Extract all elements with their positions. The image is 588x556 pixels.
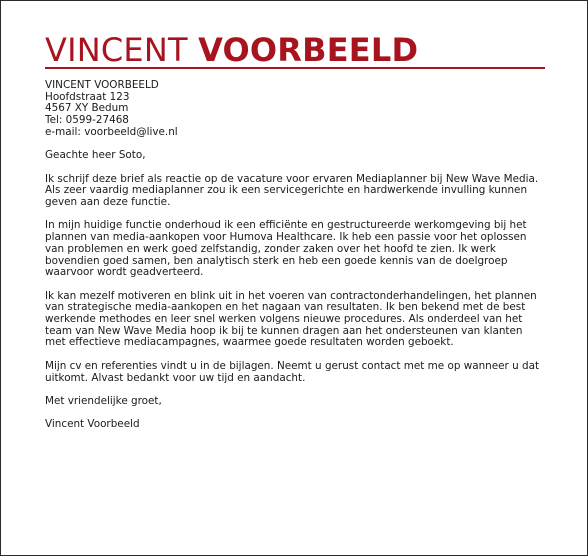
letter-header	[45, 31, 545, 69]
paragraph-4: Mijn cv en referenties vindt u in de bijlagen. Neemt u gerust contact met me op wanneer u dat uitkomt. Alvast bedankt voor uw tijd en aandacht.	[45, 359, 540, 384]
address-city: 4567 XY Bedum	[45, 102, 129, 115]
last-name: VOORBEELD	[198, 31, 419, 69]
sender-name-heading	[45, 31, 545, 69]
sender-address-block	[45, 80, 545, 139]
address-phone: Tel: 0599-27468	[45, 114, 129, 127]
first-name: VINCENT	[45, 31, 188, 69]
paragraph-1: Ik schrijf deze brief als reactie op de vacature voor ervaren Mediaplanner bij New Wave Media. Als zeer vaardig mediaplanner zou ik een servicegerichte en hardwerkende invulling kunnen geven aan deze functie.	[45, 172, 539, 208]
address-email: e-mail: voorbeeld@live.nl	[45, 125, 178, 138]
paragraph-3: Ik kan mezelf motiveren en blink uit in het voeren van contractonderhandelingen, het plannen van strategische media-aankopen en het nagaan van resultaten. Ik ben bekend met de best werkende methodes en leer snel werken volgens nieuwe procedures. Als onderdeel van het team van New Wave Media hoop ik bij te kunnen dragen aan het ondersteunen van klanten met effectieve mediacampagnes, waarmee goede resultaten worden geboekt.	[45, 289, 537, 349]
letter-body	[45, 80, 545, 431]
address-name: VINCENT VOORBEELD	[45, 79, 159, 91]
closing: Met vriendelijke groet,	[45, 394, 162, 407]
address-street: Hoofdstraat 123	[45, 90, 130, 103]
header-divider	[45, 67, 545, 69]
signature: Vincent Voorbeeld	[45, 418, 140, 431]
paragraph-2: In mijn huidige functie onderhoud ik een efficiënte en gestructureerde werkomgeving bij het plannen van media-aankopen voor Humova Healthcare. Ik heb een passie voor het oplossen van problemen en werk goed zelfstandig, zonder zaken over het hoofd te zien. Ik werk bovendien goed samen, ben analytisch sterk en heb een goede kennis van de doelgroep waarvoor wordt geadverteerd.	[45, 219, 527, 279]
salutation: Geachte heer Soto,	[45, 149, 146, 162]
